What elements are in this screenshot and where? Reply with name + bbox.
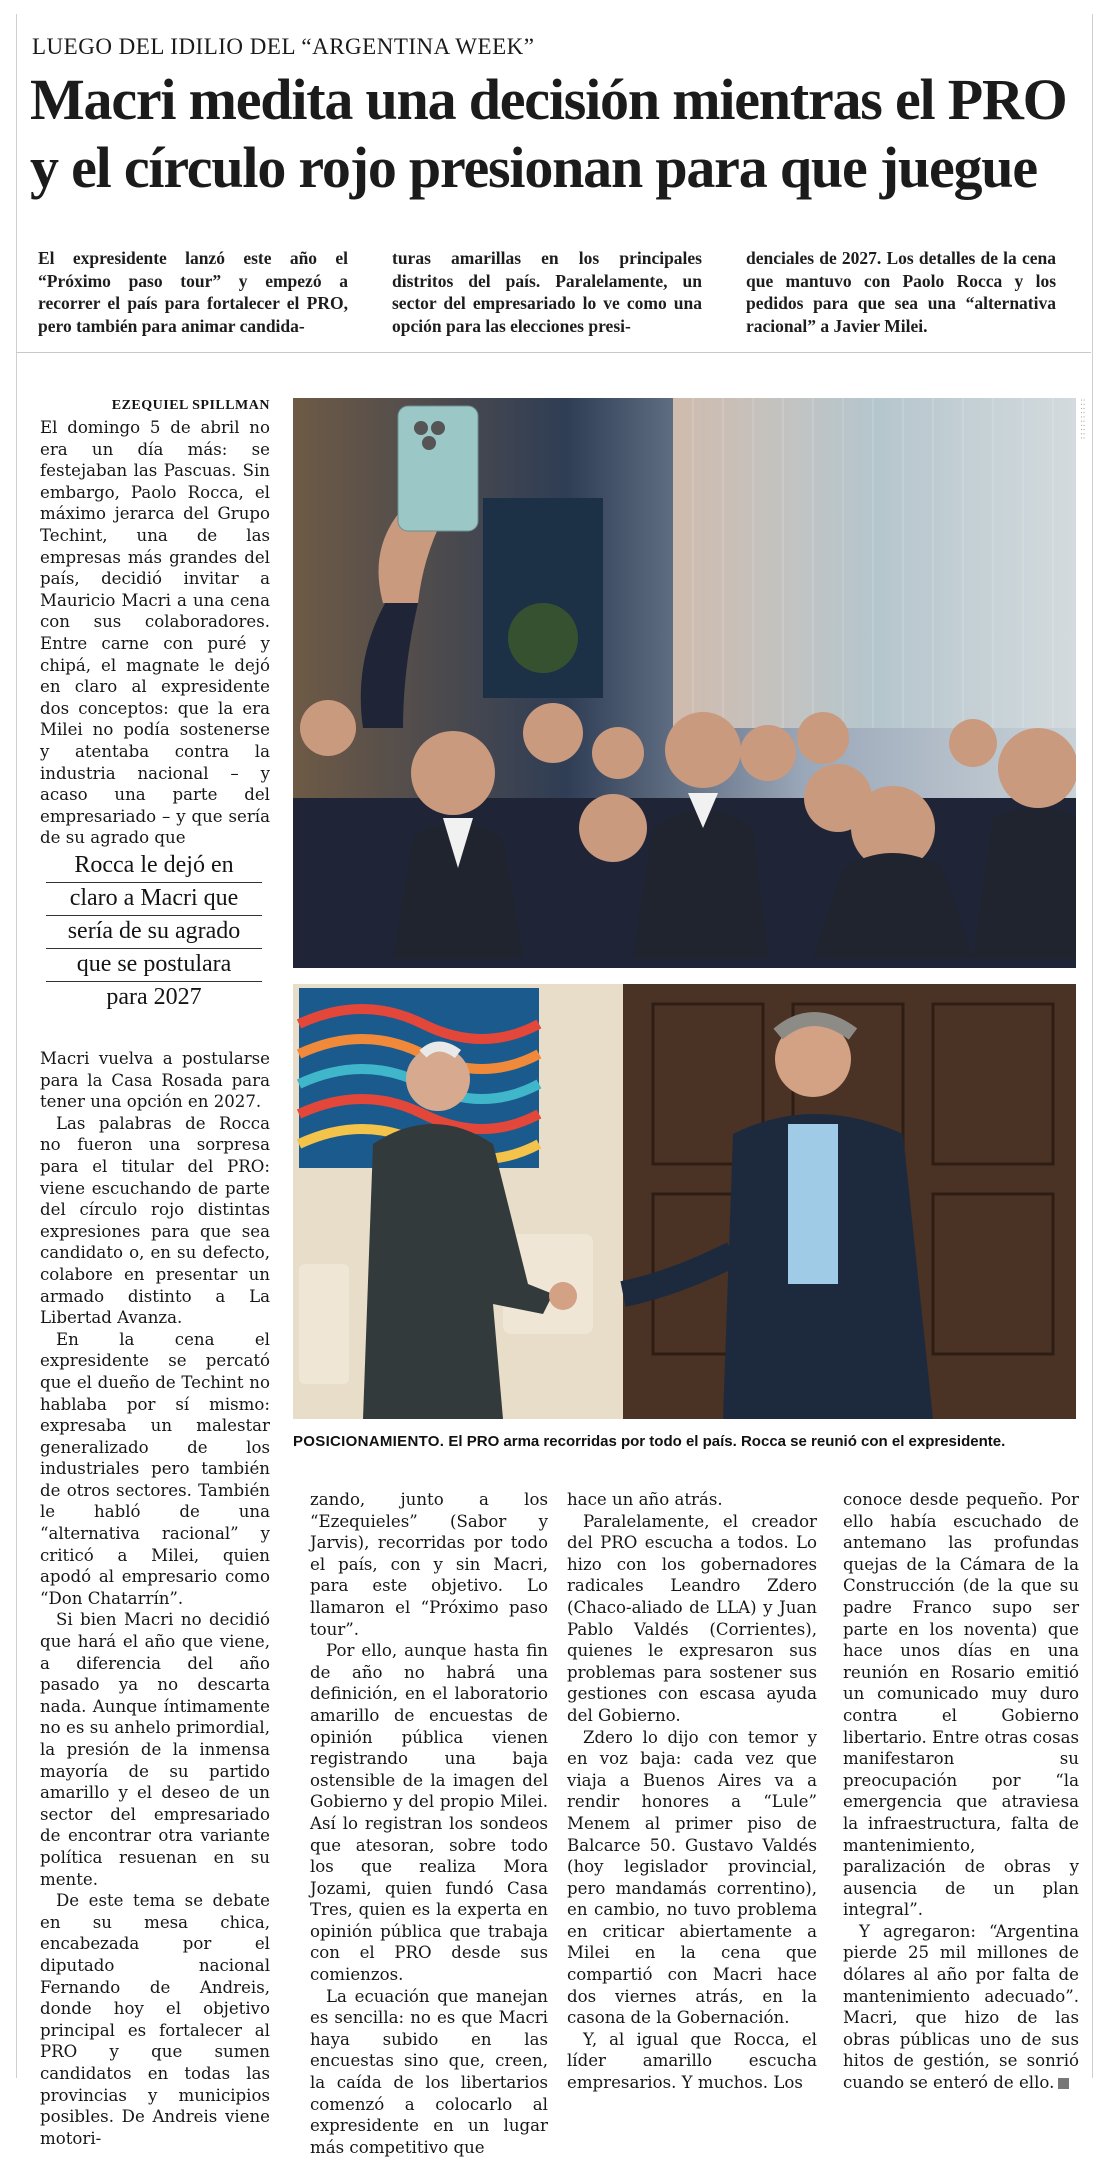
- body-col-1-bottom: [40, 1048, 270, 2149]
- headline-line-1: Macri medita una decisión mientras el PRO: [30, 67, 1067, 132]
- kicker: LUEGO DEL IDILIO DEL “ARGENTINA WEEK”: [32, 34, 535, 59]
- body-col-4: [843, 1489, 1079, 2094]
- body-col-3: [567, 1489, 817, 2094]
- headline-line-2: y el círculo rojo presionan para que juegue: [30, 135, 1037, 200]
- lead-col-3: denciales de 2027. Los detalles de la cena que mantuvo con Paolo Rocca y los pedidos para que sea una “alternativa racional” a Javier Milei.: [746, 248, 1056, 336]
- paragraph: conoce desde pequeño. Por ello había escuchado de antemano las profundas quejas de la Cámara de la Construcción (de la que su padre Franco supo ser parte en los noventa) que hace unos días en una reunión en Rosario emitió un comunicado muy duro contra el Gobierno libertario. Entre otras cosas manifestaron su preocupación por “la emergencia que atraviesa la infraestructura, falta de mantenimiento, paralización de obras y ausencia de un plan integral”.: [843, 1490, 1080, 1920]
- byline: EZEQUIEL SPILLMAN: [111, 398, 270, 413]
- paragraph: Si bien Macri no decidió que hará el año que viene, a diferencia del año pasado ya no descarta nada. Aunque íntimamente no es su anhelo primordial, la presión de la inmensa mayoría de su partido amarillo y el deseo de un sector del empresariado de encontrar otra variante política resuenan en su mente.: [40, 1610, 270, 1889]
- body-col-1-top: [40, 417, 270, 849]
- body-col-2: [310, 1489, 548, 2158]
- paragraph: Por ello, aunque hasta fin de año no habrá una definición, en el laboratorio amarillo de encuestas de opinión pública vienen registrando una baja ostensible de la imagen del Gobierno y del propio Milei. Así lo registran los sondeos que atesoran, sobre todo los que realiza Mora Jozami, quien fundó Casa Tres, quien es la experta en opinión pública que trabaja con el PRO desde sus comienzos.: [310, 1641, 548, 1985]
- paragraph: El domingo 5 de abril no era un día más: se festejaban las Pascuas. Sin embargo, Paolo Rocca, el máximo jerarca del Grupo Techint, una de las empresas más grandes del país, decidió invitar a Mauricio Macri a una cena con sus colaboradores. Entre carne con puré y chipá, el magnate le dejó en claro al expresidente dos conceptos: que la era Milei no podía sostenerse y atentaba contra la industria nacional – y acaso una parte del empresariado – y que sería de su agrado que: [40, 418, 270, 848]
- pull-quote-line: para 2027: [106, 984, 202, 1010]
- photo-handshake: [293, 984, 1076, 1419]
- paragraph: hace un año atrás.: [567, 1490, 723, 1509]
- paragraph: [843, 1921, 1079, 2094]
- photo-selfie-group: [293, 398, 1076, 968]
- lead-col-1: El expresidente lanzó este año el “Próximo paso tour” y empezó a recorrer el país para fortalecer el PRO, pero también para animar candida-: [38, 248, 348, 336]
- end-of-article-mark: [1058, 2078, 1069, 2089]
- caption-label: POSICIONAMIENTO.: [293, 1433, 445, 1450]
- paragraph: zando, junto a los “Ezequieles” (Sabor y Jarvis), recorridas por todo el país, con y sin Macri, para este objetivo. Lo llamaron el “Próximo paso tour”.: [310, 1490, 548, 1639]
- photo-selfie-illustration: [293, 398, 1076, 968]
- section-rule: [16, 352, 1091, 353]
- paragraph: La ecuación que manejan es sencilla: no es que Macri haya subido en las encuestas sino que, creen, la caída de los libertarios comenzó a colocarlo al expresidente en un lugar más competitivo que: [310, 1986, 548, 2157]
- paragraph: Zdero lo dijo con temor y en voz baja: cada vez que viaja a Buenos Aires va a rendir honores a “Lule” Menem al primer piso de Balcarce 50. Gustavo Valdés (hoy legislador provincial, pero mandamás correntino), en cambio, no tuvo problema en criticar abiertamente a Milei en la cena que compartió con Macri hace dos viernes atrás, en la casona de la Gobernación.: [567, 1727, 817, 2028]
- headline: [30, 66, 1080, 202]
- paragraph: De este tema se debate en su mesa chica, encabezada por el diputado nacional Fernando de Andreis, donde hoy el objetivo principal es fortalecer al PRO y que sumen candidatos en todas las provincias y municipios posibles. De Andreis viene motori-: [40, 1891, 270, 2148]
- pull-quote-line: que se postulara: [46, 949, 262, 982]
- pull-quote-line: sería de su agrado: [46, 916, 262, 949]
- caption-text: El PRO arma recorridas por todo el país. Rocca se reunió con el expresidente.: [448, 1433, 1006, 1450]
- paragraph: En la cena el expresidente se percató que el dueño de Techint no hablaba por sí mismo: expresaba un malestar generalizado de los industriales pero también de otros sectores. También le habló de una “alternativa racional” y criticó a Milei, quien apodó al empresario como “Don Chatarrín”.: [40, 1329, 270, 1608]
- paragraph: Macri vuelva a postularse para la Casa Rosada para tener una opción en 2027.: [40, 1049, 270, 1112]
- paragraph: Las palabras de Rocca no fueron una sorpresa para el titular del PRO: viene escuchando de parte del círculo rojo distintas expresiones para que sea candidato o, en su defecto, colabore en presentar un armado distinto a La Libertad Avanza.: [40, 1113, 270, 1328]
- pull-quote-line: claro a Macri que: [46, 883, 262, 916]
- pull-quote: [46, 850, 262, 1014]
- pull-quote-line: Rocca le dejó en: [46, 850, 262, 883]
- photo-caption: [293, 1433, 1083, 1450]
- lead-col-2: turas amarillas en los principales distritos del país. Paralelamente, un sector del empresariado lo ve como una opción para las elecciones presi-: [392, 248, 702, 336]
- photo-handshake-illustration: [293, 984, 1076, 1419]
- paragraph: Paralelamente, el creador del PRO escucha a todos. Lo hizo con los gobernadores radicales Leandro Zdero (Chaco-aliado de LLA) y Juan Pablo Valdés (Corrientes), quienes le expresaron sus problemas para sostener sus gestiones con escasa ayuda del Gobierno.: [567, 1511, 817, 1725]
- edge-marker: ::::::::::: [1079, 398, 1087, 441]
- paragraph: Y, al igual que Rocca, el líder amarillo escucha empresarios. Y muchos. Los: [567, 2029, 817, 2093]
- paragraph-text: Y agregaron: “Argentina pierde 25 mil millones de dólares al año por falta de mantenimiento adecuado”. Macri, que hizo de las obras públicas uno de sus hitos de gestión, se sonrió cuando se enteró de ello.: [843, 1921, 1079, 2093]
